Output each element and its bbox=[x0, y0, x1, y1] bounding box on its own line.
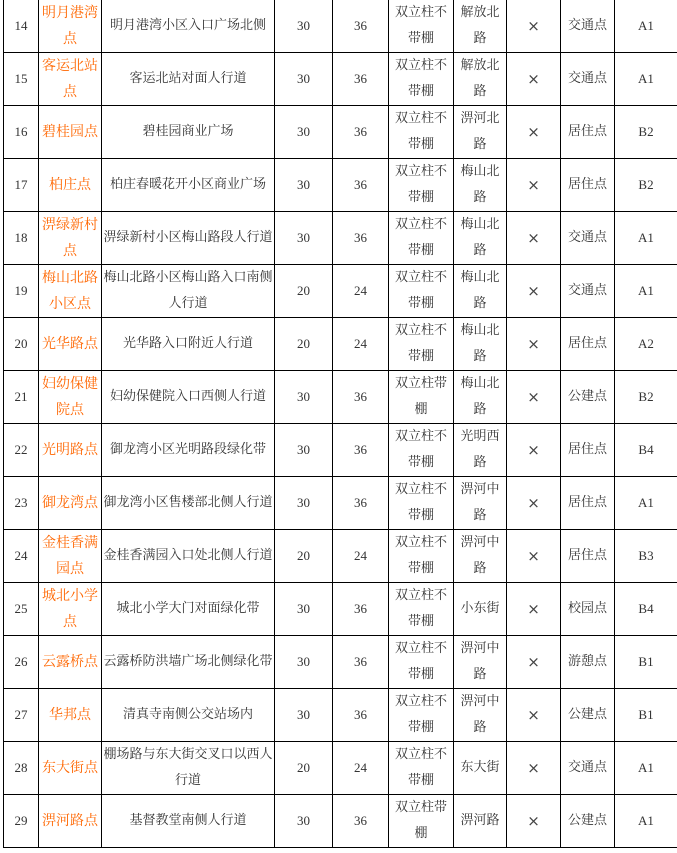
road-name: 梅山北路 bbox=[454, 265, 507, 318]
table-row bbox=[4, 53, 677, 106]
cross-mark: × bbox=[507, 477, 561, 530]
pillar-type: 双立柱不带棚 bbox=[389, 0, 454, 53]
station-category: 交通点 bbox=[561, 212, 615, 265]
value-b: 24 bbox=[333, 318, 389, 371]
road-name: 淠河中路 bbox=[454, 477, 507, 530]
row-index: 29 bbox=[4, 795, 39, 848]
road-name: 小东街 bbox=[454, 583, 507, 636]
pillar-type: 双立柱不带棚 bbox=[389, 53, 454, 106]
cross-mark: × bbox=[507, 265, 561, 318]
table-row bbox=[4, 583, 677, 636]
cross-mark: × bbox=[507, 0, 561, 53]
row-index: 24 bbox=[4, 530, 39, 583]
pillar-type: 双立柱不带棚 bbox=[389, 159, 454, 212]
value-a: 20 bbox=[275, 265, 333, 318]
value-b: 36 bbox=[333, 212, 389, 265]
value-a: 20 bbox=[275, 318, 333, 371]
station-category: 交通点 bbox=[561, 0, 615, 53]
row-index: 26 bbox=[4, 636, 39, 689]
table-row bbox=[4, 424, 677, 477]
pillar-type: 双立柱不带棚 bbox=[389, 318, 454, 371]
station-grade: A1 bbox=[615, 795, 677, 848]
station-name: 城北小学点 bbox=[39, 583, 102, 636]
cross-mark: × bbox=[507, 106, 561, 159]
value-a: 30 bbox=[275, 583, 333, 636]
table-row bbox=[4, 742, 677, 795]
value-b: 36 bbox=[333, 0, 389, 53]
pillar-type: 双立柱不带棚 bbox=[389, 106, 454, 159]
station-category: 交通点 bbox=[561, 53, 615, 106]
table-row bbox=[4, 530, 677, 583]
road-name: 梅山北路 bbox=[454, 318, 507, 371]
table-row bbox=[4, 689, 677, 742]
road-name: 东大街 bbox=[454, 742, 507, 795]
road-name: 淠河北路 bbox=[454, 106, 507, 159]
station-location: 棚场路与东大街交叉口以西人行道 bbox=[102, 742, 275, 795]
station-name: 碧桂园点 bbox=[39, 106, 102, 159]
road-name: 梅山北路 bbox=[454, 159, 507, 212]
station-grade: A1 bbox=[615, 212, 677, 265]
table-row bbox=[4, 106, 677, 159]
station-grade: B3 bbox=[615, 530, 677, 583]
station-name: 金桂香满园点 bbox=[39, 530, 102, 583]
table-row bbox=[4, 371, 677, 424]
value-b: 24 bbox=[333, 265, 389, 318]
cross-mark: × bbox=[507, 424, 561, 477]
row-index: 17 bbox=[4, 159, 39, 212]
table-row bbox=[4, 159, 677, 212]
cross-mark: × bbox=[507, 212, 561, 265]
road-name: 淠河中路 bbox=[454, 636, 507, 689]
station-name: 客运北站点 bbox=[39, 53, 102, 106]
station-category: 公建点 bbox=[561, 689, 615, 742]
station-category: 居住点 bbox=[561, 477, 615, 530]
cross-mark: × bbox=[507, 636, 561, 689]
value-b: 36 bbox=[333, 106, 389, 159]
value-b: 24 bbox=[333, 530, 389, 583]
row-index: 19 bbox=[4, 265, 39, 318]
station-location: 妇幼保健院入口西侧人行道 bbox=[102, 371, 275, 424]
station-category: 公建点 bbox=[561, 795, 615, 848]
table-row bbox=[4, 212, 677, 265]
station-category: 居住点 bbox=[561, 159, 615, 212]
value-b: 36 bbox=[333, 477, 389, 530]
value-b: 36 bbox=[333, 583, 389, 636]
station-location: 柏庄春暖花开小区商业广场 bbox=[102, 159, 275, 212]
pillar-type: 双立柱不带棚 bbox=[389, 477, 454, 530]
value-a: 30 bbox=[275, 106, 333, 159]
road-name: 梅山北路 bbox=[454, 371, 507, 424]
station-name: 淠河路点 bbox=[39, 795, 102, 848]
table-row bbox=[4, 636, 677, 689]
value-b: 24 bbox=[333, 742, 389, 795]
station-grade: A1 bbox=[615, 53, 677, 106]
station-grade: A1 bbox=[615, 742, 677, 795]
station-name: 云露桥点 bbox=[39, 636, 102, 689]
row-index: 28 bbox=[4, 742, 39, 795]
station-grade: B2 bbox=[615, 159, 677, 212]
station-category: 居住点 bbox=[561, 106, 615, 159]
station-grade: A1 bbox=[615, 0, 677, 53]
table-row bbox=[4, 795, 677, 848]
pillar-type: 双立柱不带棚 bbox=[389, 265, 454, 318]
value-b: 36 bbox=[333, 159, 389, 212]
cross-mark: × bbox=[507, 53, 561, 106]
cross-mark: × bbox=[507, 371, 561, 424]
table-row bbox=[4, 265, 677, 318]
value-b: 36 bbox=[333, 53, 389, 106]
station-grade: B1 bbox=[615, 636, 677, 689]
station-location: 清真寺南侧公交站场内 bbox=[102, 689, 275, 742]
station-location: 云露桥防洪墙广场北侧绿化带 bbox=[102, 636, 275, 689]
pillar-type: 双立柱不带棚 bbox=[389, 212, 454, 265]
station-name: 光明路点 bbox=[39, 424, 102, 477]
pillar-type: 双立柱带棚 bbox=[389, 371, 454, 424]
pillar-type: 双立柱不带棚 bbox=[389, 424, 454, 477]
table-body bbox=[4, 0, 677, 848]
value-a: 20 bbox=[275, 742, 333, 795]
pillar-type: 双立柱不带棚 bbox=[389, 530, 454, 583]
cross-mark: × bbox=[507, 795, 561, 848]
value-b: 36 bbox=[333, 795, 389, 848]
value-a: 30 bbox=[275, 795, 333, 848]
row-index: 18 bbox=[4, 212, 39, 265]
station-location: 明月港湾小区入口广场北侧 bbox=[102, 0, 275, 53]
cross-mark: × bbox=[507, 159, 561, 212]
station-location: 碧桂园商业广场 bbox=[102, 106, 275, 159]
station-location: 基督教堂南侧人行道 bbox=[102, 795, 275, 848]
pillar-type: 双立柱不带棚 bbox=[389, 742, 454, 795]
station-name: 御龙湾点 bbox=[39, 477, 102, 530]
station-location: 光华路入口附近人行道 bbox=[102, 318, 275, 371]
station-location: 梅山北路小区梅山路入口南侧人行道 bbox=[102, 265, 275, 318]
row-index: 14 bbox=[4, 0, 39, 53]
station-category: 居住点 bbox=[561, 530, 615, 583]
value-a: 30 bbox=[275, 53, 333, 106]
station-name: 华邦点 bbox=[39, 689, 102, 742]
road-name: 解放北路 bbox=[454, 0, 507, 53]
pillar-type: 双立柱不带棚 bbox=[389, 583, 454, 636]
value-a: 30 bbox=[275, 212, 333, 265]
station-location: 御龙湾小区售楼部北侧人行道 bbox=[102, 477, 275, 530]
station-grade: A1 bbox=[615, 265, 677, 318]
cross-mark: × bbox=[507, 530, 561, 583]
road-name: 淠河中路 bbox=[454, 530, 507, 583]
road-name: 淠河中路 bbox=[454, 689, 507, 742]
cross-mark: × bbox=[507, 742, 561, 795]
value-a: 30 bbox=[275, 371, 333, 424]
station-name: 光华路点 bbox=[39, 318, 102, 371]
station-category: 校园点 bbox=[561, 583, 615, 636]
row-index: 27 bbox=[4, 689, 39, 742]
value-b: 36 bbox=[333, 636, 389, 689]
cross-mark: × bbox=[507, 583, 561, 636]
value-b: 36 bbox=[333, 424, 389, 477]
row-index: 20 bbox=[4, 318, 39, 371]
table-row bbox=[4, 0, 677, 53]
row-index: 23 bbox=[4, 477, 39, 530]
station-name: 淠绿新村点 bbox=[39, 212, 102, 265]
value-a: 30 bbox=[275, 689, 333, 742]
station-name: 梅山北路小区点 bbox=[39, 265, 102, 318]
value-a: 30 bbox=[275, 424, 333, 477]
station-category: 居住点 bbox=[561, 318, 615, 371]
station-location: 城北小学大门对面绿化带 bbox=[102, 583, 275, 636]
road-name: 光明西路 bbox=[454, 424, 507, 477]
row-index: 16 bbox=[4, 106, 39, 159]
table-row bbox=[4, 318, 677, 371]
value-a: 30 bbox=[275, 477, 333, 530]
row-index: 25 bbox=[4, 583, 39, 636]
road-name: 梅山北路 bbox=[454, 212, 507, 265]
cross-mark: × bbox=[507, 318, 561, 371]
cross-mark: × bbox=[507, 689, 561, 742]
station-name: 柏庄点 bbox=[39, 159, 102, 212]
pillar-type: 双立柱不带棚 bbox=[389, 636, 454, 689]
station-location: 淠绿新村小区梅山路段人行道 bbox=[102, 212, 275, 265]
station-category: 游憩点 bbox=[561, 636, 615, 689]
road-name: 解放北路 bbox=[454, 53, 507, 106]
station-name: 妇幼保健院点 bbox=[39, 371, 102, 424]
road-name: 淠河路 bbox=[454, 795, 507, 848]
value-b: 36 bbox=[333, 371, 389, 424]
value-a: 30 bbox=[275, 636, 333, 689]
value-a: 30 bbox=[275, 159, 333, 212]
value-b: 36 bbox=[333, 689, 389, 742]
station-grade: B2 bbox=[615, 371, 677, 424]
station-category: 交通点 bbox=[561, 265, 615, 318]
row-index: 15 bbox=[4, 53, 39, 106]
station-category: 居住点 bbox=[561, 424, 615, 477]
station-name: 明月港湾点 bbox=[39, 0, 102, 53]
row-index: 21 bbox=[4, 371, 39, 424]
station-table bbox=[3, 0, 677, 848]
station-category: 交通点 bbox=[561, 742, 615, 795]
station-grade: B4 bbox=[615, 583, 677, 636]
station-grade: B4 bbox=[615, 424, 677, 477]
station-location: 金桂香满园入口处北侧人行道 bbox=[102, 530, 275, 583]
station-grade: B1 bbox=[615, 689, 677, 742]
station-location: 御龙湾小区光明路段绿化带 bbox=[102, 424, 275, 477]
station-grade: A2 bbox=[615, 318, 677, 371]
pillar-type: 双立柱带棚 bbox=[389, 795, 454, 848]
station-grade: B2 bbox=[615, 106, 677, 159]
station-grade: A1 bbox=[615, 477, 677, 530]
station-category: 公建点 bbox=[561, 371, 615, 424]
table-row bbox=[4, 477, 677, 530]
pillar-type: 双立柱不带棚 bbox=[389, 689, 454, 742]
station-name: 东大街点 bbox=[39, 742, 102, 795]
station-location: 客运北站对面人行道 bbox=[102, 53, 275, 106]
value-a: 30 bbox=[275, 0, 333, 53]
value-a: 20 bbox=[275, 530, 333, 583]
row-index: 22 bbox=[4, 424, 39, 477]
